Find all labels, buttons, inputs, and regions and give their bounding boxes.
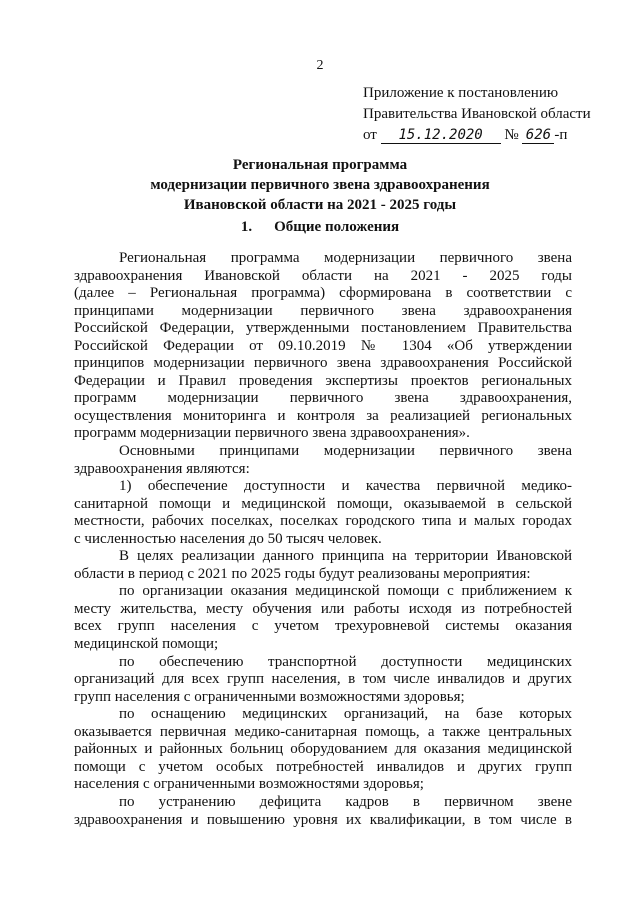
appendix-line-2: Правительства Ивановской области (363, 106, 591, 122)
number-suffix: -п (554, 127, 568, 143)
text-line: здравоохранения Ивановской области на 2021 - 2025 годы (74, 267, 572, 284)
text-line: районных и районных больниц оборудованием для оказания медицинской (74, 741, 572, 758)
page-number: 2 (316, 58, 324, 73)
text-line: всех групп населения с учетом трехуровневой системы оказания (74, 618, 572, 635)
text-line: Региональная программа модернизации первичного звена (119, 250, 572, 266)
title-line-3: Ивановской области на 2021 - 2025 годы (183, 197, 457, 213)
text-line: по устранению дефицита кадров в первичном звене (119, 793, 572, 810)
text-line: осуществления мониторинга и контроля за реализацией региональных (74, 407, 572, 424)
text-line: принципов модернизации первичного звена здравоохранения Российской (74, 355, 572, 372)
text-line: групп населения с ограниченными возможностями здоровья; (74, 688, 465, 705)
section-number: 1. (240, 219, 253, 235)
text-line: области в период с 2021 по 2025 годы будут реализованы мероприятия: (74, 565, 531, 582)
list-item-1: 1) обеспечение доступности и качества первичной медико- (119, 478, 572, 495)
section-heading (0, 219, 640, 236)
text-line: населения с ограниченными возможностями здоровья; (74, 776, 424, 793)
text-line: по обеспечению транспортной доступности медицинских (119, 653, 572, 670)
number-sign: № (504, 127, 519, 143)
section-title: Общие положения (274, 219, 400, 235)
text-line: здравоохранения и повышению уровня их квалификации, в том числе в (74, 811, 572, 828)
text-line: местности, рабочих поселках, поселках городского типа и малых городах (74, 513, 572, 530)
text-line: Российской Федерации от 09.10.2019 № 1304 «Об утверждении (74, 337, 572, 354)
handwritten-date: 15.12.2020 (381, 127, 501, 144)
text-line: организаций для всех групп населения, в том числе инвалидов и других (74, 671, 572, 688)
text-line: помощи с учетом особых потребностей инвалидов и других групп (74, 758, 572, 775)
text-line: месту жительства, месту обучения или работы исходя из потребностей (74, 600, 572, 617)
text-line-struck: программ модернизации первичного звена здравоохранения, (74, 390, 572, 407)
document-title (0, 155, 640, 215)
text-line: Основными принципами модернизации первичного звена (119, 443, 572, 460)
text-line: принципами модернизации первичного звена здравоохранения (74, 302, 572, 319)
text-line: оказывается первичная медико-санитарная помощь, а также центральных (74, 723, 572, 740)
text-line: Федерации и Правил проведения экспертизы проектов региональных (74, 372, 572, 389)
title-line-2: модернизации первичного звена здравоохранения (150, 177, 490, 193)
text-line: медицинской помощи; (74, 636, 219, 653)
appendix-line-1: Приложение к постановлению (363, 85, 559, 101)
text-line: с численностью населения до 50 тысяч человек. (74, 530, 382, 547)
text-line: по организации оказания медицинской помощи с приближением к (119, 583, 572, 600)
text-line: Российской Федерации, утвержденными постановлением Правительства (74, 320, 572, 337)
appendix-prefix: от (363, 127, 377, 143)
appendix-block (363, 83, 591, 146)
text-line: по оснащению медицинских организаций, на базе которых (119, 706, 572, 723)
text-line: здравоохранения являются: (74, 460, 250, 477)
text-line: В целях реализации данного принципа на территории Ивановской (119, 548, 572, 565)
body-text (74, 250, 572, 829)
handwritten-number: 626 (522, 127, 554, 144)
text-line: санитарной помощи и медицинской помощи, оказываемой в сельской (74, 495, 572, 512)
appendix-date-line (363, 125, 591, 146)
text-line: программ модернизации первичного звена здравоохранения». (74, 425, 470, 442)
text-line: (далее – Региональная программа) сформирована в соответствии с (74, 285, 572, 302)
title-line-1: Региональная программа (232, 157, 408, 173)
